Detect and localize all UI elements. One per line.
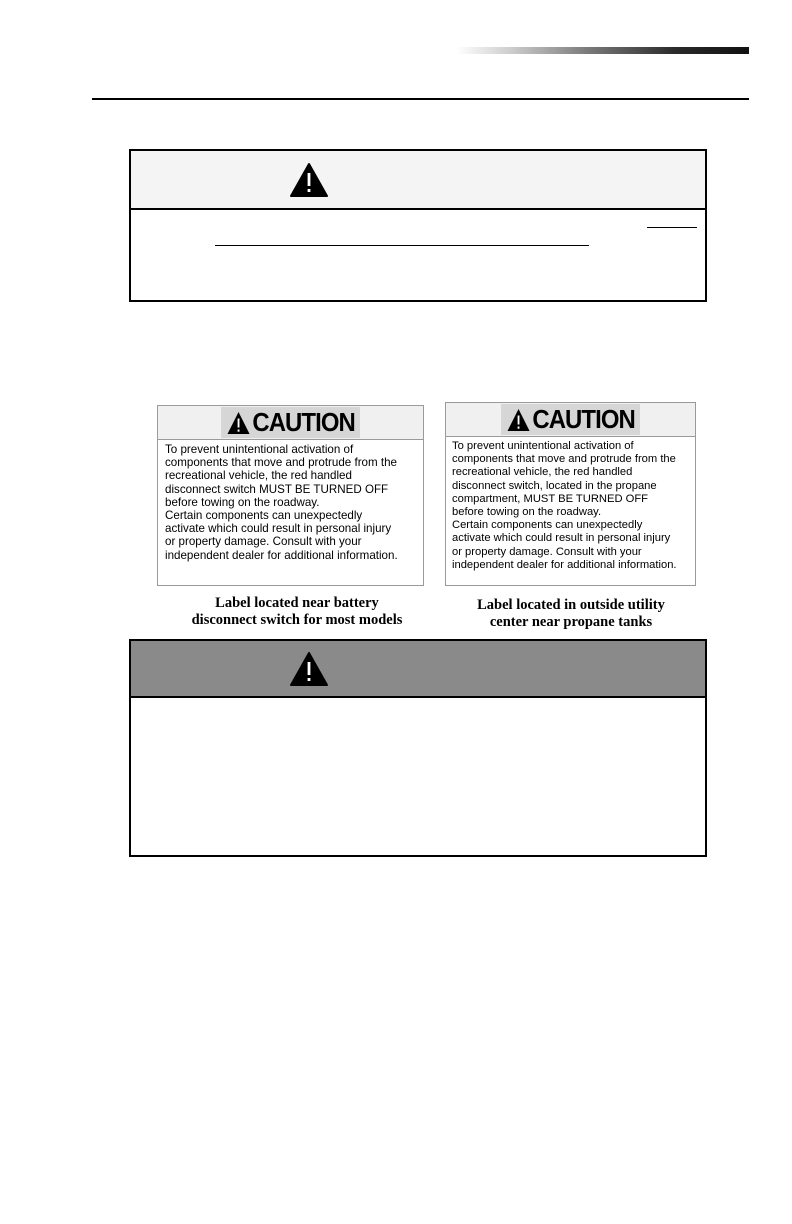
header-gradient-bar xyxy=(456,47,749,54)
label-caption-left: Label located near battery disconnect switch for most models xyxy=(191,595,403,628)
label-caption-right: Label located in outside utility center near propane tanks xyxy=(477,597,665,630)
warning-triangle-icon xyxy=(226,411,250,435)
caution-label-text: To prevent unintentional activation of components that move and protrude from the recreational vehicle, the red handled disconnect switch, located in the propane compartment, MUST BE TURNED OFF before towing on the roadway. Certain components can unexpectedly activate which could result in personal injury or property damage. Consult with your independent dealer for additional information. xyxy=(452,440,677,571)
caution-banner xyxy=(221,407,360,438)
caution-heading: CAUTION xyxy=(252,407,355,437)
notice-box-bottom xyxy=(129,639,707,857)
notice-box-top xyxy=(129,149,707,302)
warning-triangle-icon xyxy=(289,162,329,198)
caution-heading: CAUTION xyxy=(532,404,635,434)
header-rule xyxy=(92,98,749,100)
caution-banner xyxy=(501,404,640,435)
caution-label-header xyxy=(446,403,695,437)
warning-triangle-icon xyxy=(506,408,530,432)
caution-label-left xyxy=(157,405,424,586)
underline-mark xyxy=(215,245,589,246)
caution-label-text: To prevent unintentional activation of components that move and protrude from the recreational vehicle, the red handled disconnect switch MUST BE TURNED OFF before towing on the roadway. Certain components can unexpectedly activate which could result in personal injury or property damage. Consult with your independent dealer for additional information. xyxy=(165,443,398,562)
caution-label-right xyxy=(445,402,696,586)
warning-triangle-icon xyxy=(289,651,329,687)
caution-label-header xyxy=(158,406,423,440)
notice-box-bottom-header xyxy=(131,641,705,698)
underline-mark xyxy=(647,227,697,228)
notice-box-top-header xyxy=(131,151,705,210)
